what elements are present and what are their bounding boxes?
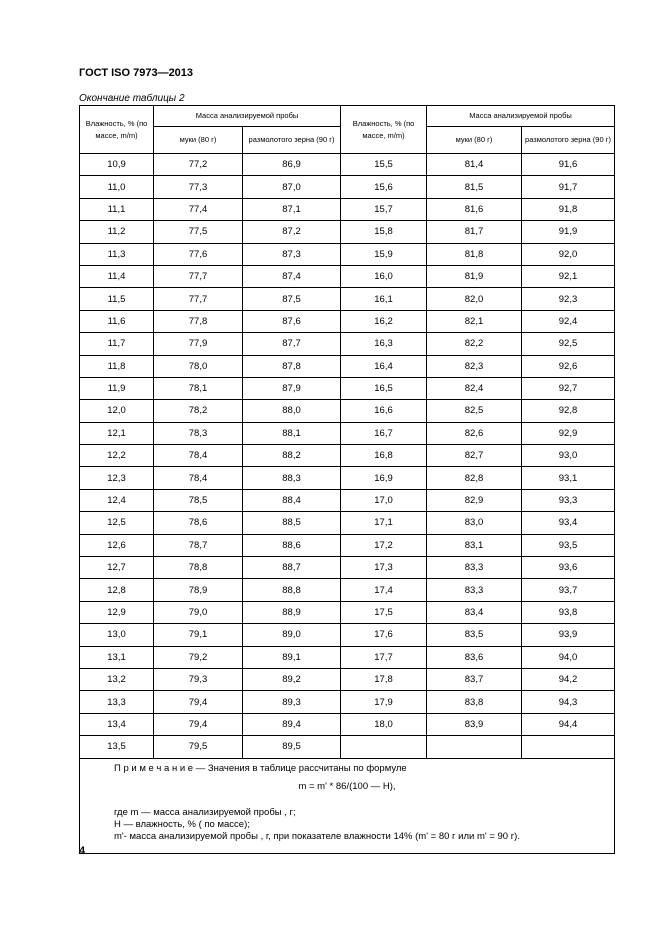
table-cell: 78,8 xyxy=(154,557,243,579)
table-cell: 12,0 xyxy=(80,400,154,422)
table-cell: 92,3 xyxy=(522,288,615,310)
table-cell: 87,0 xyxy=(243,176,341,198)
table-cell: 17,5 xyxy=(341,601,427,623)
table-note xyxy=(80,758,615,853)
table-row xyxy=(80,176,615,198)
table-cell: 92,0 xyxy=(522,243,615,265)
table-cell: 87,9 xyxy=(243,377,341,399)
table-cell: 88,5 xyxy=(243,512,341,534)
table-cell: 89,0 xyxy=(243,624,341,646)
table-body xyxy=(80,154,615,759)
table-cell: 82,1 xyxy=(427,310,522,332)
header-grain-left: размолотого зерна (90 г) xyxy=(243,127,341,154)
table-cell: 77,3 xyxy=(154,176,243,198)
table-cell: 92,6 xyxy=(522,355,615,377)
table-cell: 83,5 xyxy=(427,624,522,646)
table-row xyxy=(80,534,615,556)
standard-title: ГОСТ ISO 7973—2013 xyxy=(79,67,194,79)
table-cell: 94,4 xyxy=(522,713,615,735)
table-cell: 88,1 xyxy=(243,422,341,444)
table-cell: 87,1 xyxy=(243,198,341,220)
table-cell: 77,7 xyxy=(154,288,243,310)
table-row xyxy=(80,691,615,713)
table-cell: 83,9 xyxy=(427,713,522,735)
table-cell: 17,0 xyxy=(341,489,427,511)
table-cell: 15,7 xyxy=(341,198,427,220)
table-cell: 83,3 xyxy=(427,557,522,579)
table-cell: 88,7 xyxy=(243,557,341,579)
table-row xyxy=(80,355,615,377)
table-cell: 92,5 xyxy=(522,333,615,355)
table-cell: 77,7 xyxy=(154,265,243,287)
table-cell: 77,5 xyxy=(154,221,243,243)
note-line-1: где m — масса анализируемой пробы , г; xyxy=(114,806,296,818)
table-cell: 11,9 xyxy=(80,377,154,399)
table-row xyxy=(80,400,615,422)
table-cell: 81,7 xyxy=(427,221,522,243)
table-cell: 16,6 xyxy=(341,400,427,422)
table-cell: 77,9 xyxy=(154,333,243,355)
table-cell: 77,6 xyxy=(154,243,243,265)
table-cell: 77,2 xyxy=(154,154,243,176)
table-cell: 79,4 xyxy=(154,691,243,713)
table-row xyxy=(80,467,615,489)
table-cell: 78,9 xyxy=(154,579,243,601)
table-cell: 77,8 xyxy=(154,310,243,332)
table-cell: 16,4 xyxy=(341,355,427,377)
table-cell: 78,7 xyxy=(154,534,243,556)
table-cell: 87,4 xyxy=(243,265,341,287)
table-cell: 93,6 xyxy=(522,557,615,579)
table-row xyxy=(80,288,615,310)
table-cell: 91,7 xyxy=(522,176,615,198)
table-cell: 82,0 xyxy=(427,288,522,310)
table-cell: 78,4 xyxy=(154,467,243,489)
moisture-mass-table xyxy=(79,105,615,854)
table-cell: 79,5 xyxy=(154,736,243,758)
table-cell: 16,3 xyxy=(341,333,427,355)
table-cell: 12,4 xyxy=(80,489,154,511)
table-cell: 11,0 xyxy=(80,176,154,198)
table-cell: 79,1 xyxy=(154,624,243,646)
table-cell: 88,2 xyxy=(243,445,341,467)
table-cell: 86,9 xyxy=(243,154,341,176)
table-cell: 79,3 xyxy=(154,668,243,690)
table-row xyxy=(80,736,615,758)
table-cell: 82,4 xyxy=(427,377,522,399)
table-cell: 81,9 xyxy=(427,265,522,287)
table-cell: 93,7 xyxy=(522,579,615,601)
table-row xyxy=(80,310,615,332)
table-cell xyxy=(427,736,522,758)
table-cell: 88,6 xyxy=(243,534,341,556)
header-flour-left: муки (80 г) xyxy=(154,127,243,154)
table-row xyxy=(80,243,615,265)
table-cell: 13,5 xyxy=(80,736,154,758)
table-cell: 15,6 xyxy=(341,176,427,198)
table-cell: 16,0 xyxy=(341,265,427,287)
table-cell: 17,1 xyxy=(341,512,427,534)
table-cell: 11,2 xyxy=(80,221,154,243)
table-cell: 91,9 xyxy=(522,221,615,243)
table-cell: 93,1 xyxy=(522,467,615,489)
table-cell: 82,7 xyxy=(427,445,522,467)
table-cell: 79,2 xyxy=(154,646,243,668)
table-cell: 10,9 xyxy=(80,154,154,176)
table-cell: 79,4 xyxy=(154,713,243,735)
table-cell: 78,0 xyxy=(154,355,243,377)
table-cell xyxy=(341,736,427,758)
table-cell: 83,1 xyxy=(427,534,522,556)
table-row xyxy=(80,154,615,176)
table-cell: 77,4 xyxy=(154,198,243,220)
table-row xyxy=(80,445,615,467)
table-cell: 82,9 xyxy=(427,489,522,511)
table-row xyxy=(80,601,615,623)
table-cell: 82,6 xyxy=(427,422,522,444)
table-cell: 13,4 xyxy=(80,713,154,735)
table-cell: 16,8 xyxy=(341,445,427,467)
table-cell: 87,6 xyxy=(243,310,341,332)
table-cell: 78,6 xyxy=(154,512,243,534)
table-cell: 16,9 xyxy=(341,467,427,489)
note-formula: m = m' * 86/(100 — H), xyxy=(298,780,396,792)
table-cell: 87,3 xyxy=(243,243,341,265)
table-cell: 93,8 xyxy=(522,601,615,623)
header-grain-right: размолотого зерна (90 г) xyxy=(522,127,615,154)
table-cell: 81,8 xyxy=(427,243,522,265)
table-row xyxy=(80,624,615,646)
page-number: 4 xyxy=(79,845,86,857)
table-row xyxy=(80,489,615,511)
table-cell: 11,4 xyxy=(80,265,154,287)
table-cell: 89,5 xyxy=(243,736,341,758)
table-cell: 78,3 xyxy=(154,422,243,444)
table-cell: 83,0 xyxy=(427,512,522,534)
table-cell: 15,9 xyxy=(341,243,427,265)
table-cell: 87,8 xyxy=(243,355,341,377)
table-cell: 13,0 xyxy=(80,624,154,646)
table-cell: 13,3 xyxy=(80,691,154,713)
table-cell: 11,6 xyxy=(80,310,154,332)
table-row xyxy=(80,646,615,668)
table-cell: 94,2 xyxy=(522,668,615,690)
table-cell: 89,2 xyxy=(243,668,341,690)
table-cell: 13,2 xyxy=(80,668,154,690)
table-cell: 91,8 xyxy=(522,198,615,220)
table-cell: 83,7 xyxy=(427,668,522,690)
header-mass-left: Масса анализируемой пробы xyxy=(154,106,341,127)
table-caption: Окончание таблицы 2 xyxy=(79,93,185,104)
table-cell: 13,1 xyxy=(80,646,154,668)
table-cell: 93,0 xyxy=(522,445,615,467)
table-cell: 12,1 xyxy=(80,422,154,444)
table-cell: 89,1 xyxy=(243,646,341,668)
table-row xyxy=(80,221,615,243)
table-cell: 79,0 xyxy=(154,601,243,623)
table-cell: 92,8 xyxy=(522,400,615,422)
note-intro: П р и м е ч а н и е — Значения в таблице рассчитаны по формуле xyxy=(114,762,407,774)
table-cell: 17,8 xyxy=(341,668,427,690)
table-row xyxy=(80,512,615,534)
table-row xyxy=(80,422,615,444)
table-cell: 94,0 xyxy=(522,646,615,668)
table-cell: 15,8 xyxy=(341,221,427,243)
table-row xyxy=(80,377,615,399)
table-cell: 12,9 xyxy=(80,601,154,623)
table-row xyxy=(80,557,615,579)
table-row xyxy=(80,579,615,601)
table-cell: 78,2 xyxy=(154,400,243,422)
table-cell: 91,6 xyxy=(522,154,615,176)
note-line-2: H — влажность, % ( по массе); xyxy=(114,818,250,830)
table-cell: 92,9 xyxy=(522,422,615,444)
table-cell: 89,3 xyxy=(243,691,341,713)
table-cell: 88,8 xyxy=(243,579,341,601)
table-cell: 93,3 xyxy=(522,489,615,511)
table-cell: 94,3 xyxy=(522,691,615,713)
table-cell: 11,5 xyxy=(80,288,154,310)
table-cell: 82,2 xyxy=(427,333,522,355)
table-cell: 87,5 xyxy=(243,288,341,310)
table-cell: 17,6 xyxy=(341,624,427,646)
table-cell: 93,9 xyxy=(522,624,615,646)
table-cell: 83,3 xyxy=(427,579,522,601)
table-cell: 16,5 xyxy=(341,377,427,399)
table-cell: 82,3 xyxy=(427,355,522,377)
table-cell: 12,5 xyxy=(80,512,154,534)
table-cell: 81,4 xyxy=(427,154,522,176)
table-cell: 18,0 xyxy=(341,713,427,735)
table-cell: 88,0 xyxy=(243,400,341,422)
table-row xyxy=(80,333,615,355)
table-cell: 16,7 xyxy=(341,422,427,444)
table-cell: 89,4 xyxy=(243,713,341,735)
table-cell: 12,2 xyxy=(80,445,154,467)
table-cell: 81,6 xyxy=(427,198,522,220)
table-cell: 82,8 xyxy=(427,467,522,489)
table-cell: 78,5 xyxy=(154,489,243,511)
table-cell: 78,1 xyxy=(154,377,243,399)
table-cell: 11,3 xyxy=(80,243,154,265)
header-moisture-left: Влажность, % (по массе, m/m) xyxy=(80,106,154,154)
table-cell: 82,5 xyxy=(427,400,522,422)
table-cell: 92,4 xyxy=(522,310,615,332)
header-moisture-right: Влажность, % (по массе, m/m) xyxy=(341,106,427,154)
table-cell: 92,7 xyxy=(522,377,615,399)
table-cell: 12,8 xyxy=(80,579,154,601)
table-cell: 16,1 xyxy=(341,288,427,310)
table-cell: 12,3 xyxy=(80,467,154,489)
table-cell: 88,3 xyxy=(243,467,341,489)
table-cell: 87,7 xyxy=(243,333,341,355)
table-cell: 88,4 xyxy=(243,489,341,511)
table-cell: 93,5 xyxy=(522,534,615,556)
table-cell: 15,5 xyxy=(341,154,427,176)
table-cell: 17,4 xyxy=(341,579,427,601)
table-cell: 92,1 xyxy=(522,265,615,287)
table-cell: 83,6 xyxy=(427,646,522,668)
table-cell: 17,3 xyxy=(341,557,427,579)
table-cell: 81,5 xyxy=(427,176,522,198)
table-cell xyxy=(522,736,615,758)
table-cell: 83,8 xyxy=(427,691,522,713)
table-cell: 12,7 xyxy=(80,557,154,579)
table-cell: 11,8 xyxy=(80,355,154,377)
table-cell: 83,4 xyxy=(427,601,522,623)
table-cell: 87,2 xyxy=(243,221,341,243)
table-cell: 16,2 xyxy=(341,310,427,332)
table-cell: 93,4 xyxy=(522,512,615,534)
table-row xyxy=(80,198,615,220)
table-cell: 11,1 xyxy=(80,198,154,220)
table-cell: 12,6 xyxy=(80,534,154,556)
table-cell: 17,2 xyxy=(341,534,427,556)
table-cell: 78,4 xyxy=(154,445,243,467)
table-row xyxy=(80,668,615,690)
header-flour-right: муки (80 г) xyxy=(427,127,522,154)
table-row xyxy=(80,713,615,735)
table-cell: 11,7 xyxy=(80,333,154,355)
note-line-3: m'- масса анализируемой пробы , г, при показателе влажности 14% (m' = 80 г или m' = 90 г). xyxy=(114,830,520,842)
header-mass-right: Масса анализируемой пробы xyxy=(427,106,615,127)
table-cell: 88,9 xyxy=(243,601,341,623)
table-cell: 17,7 xyxy=(341,646,427,668)
table-row xyxy=(80,265,615,287)
table-cell: 17,9 xyxy=(341,691,427,713)
